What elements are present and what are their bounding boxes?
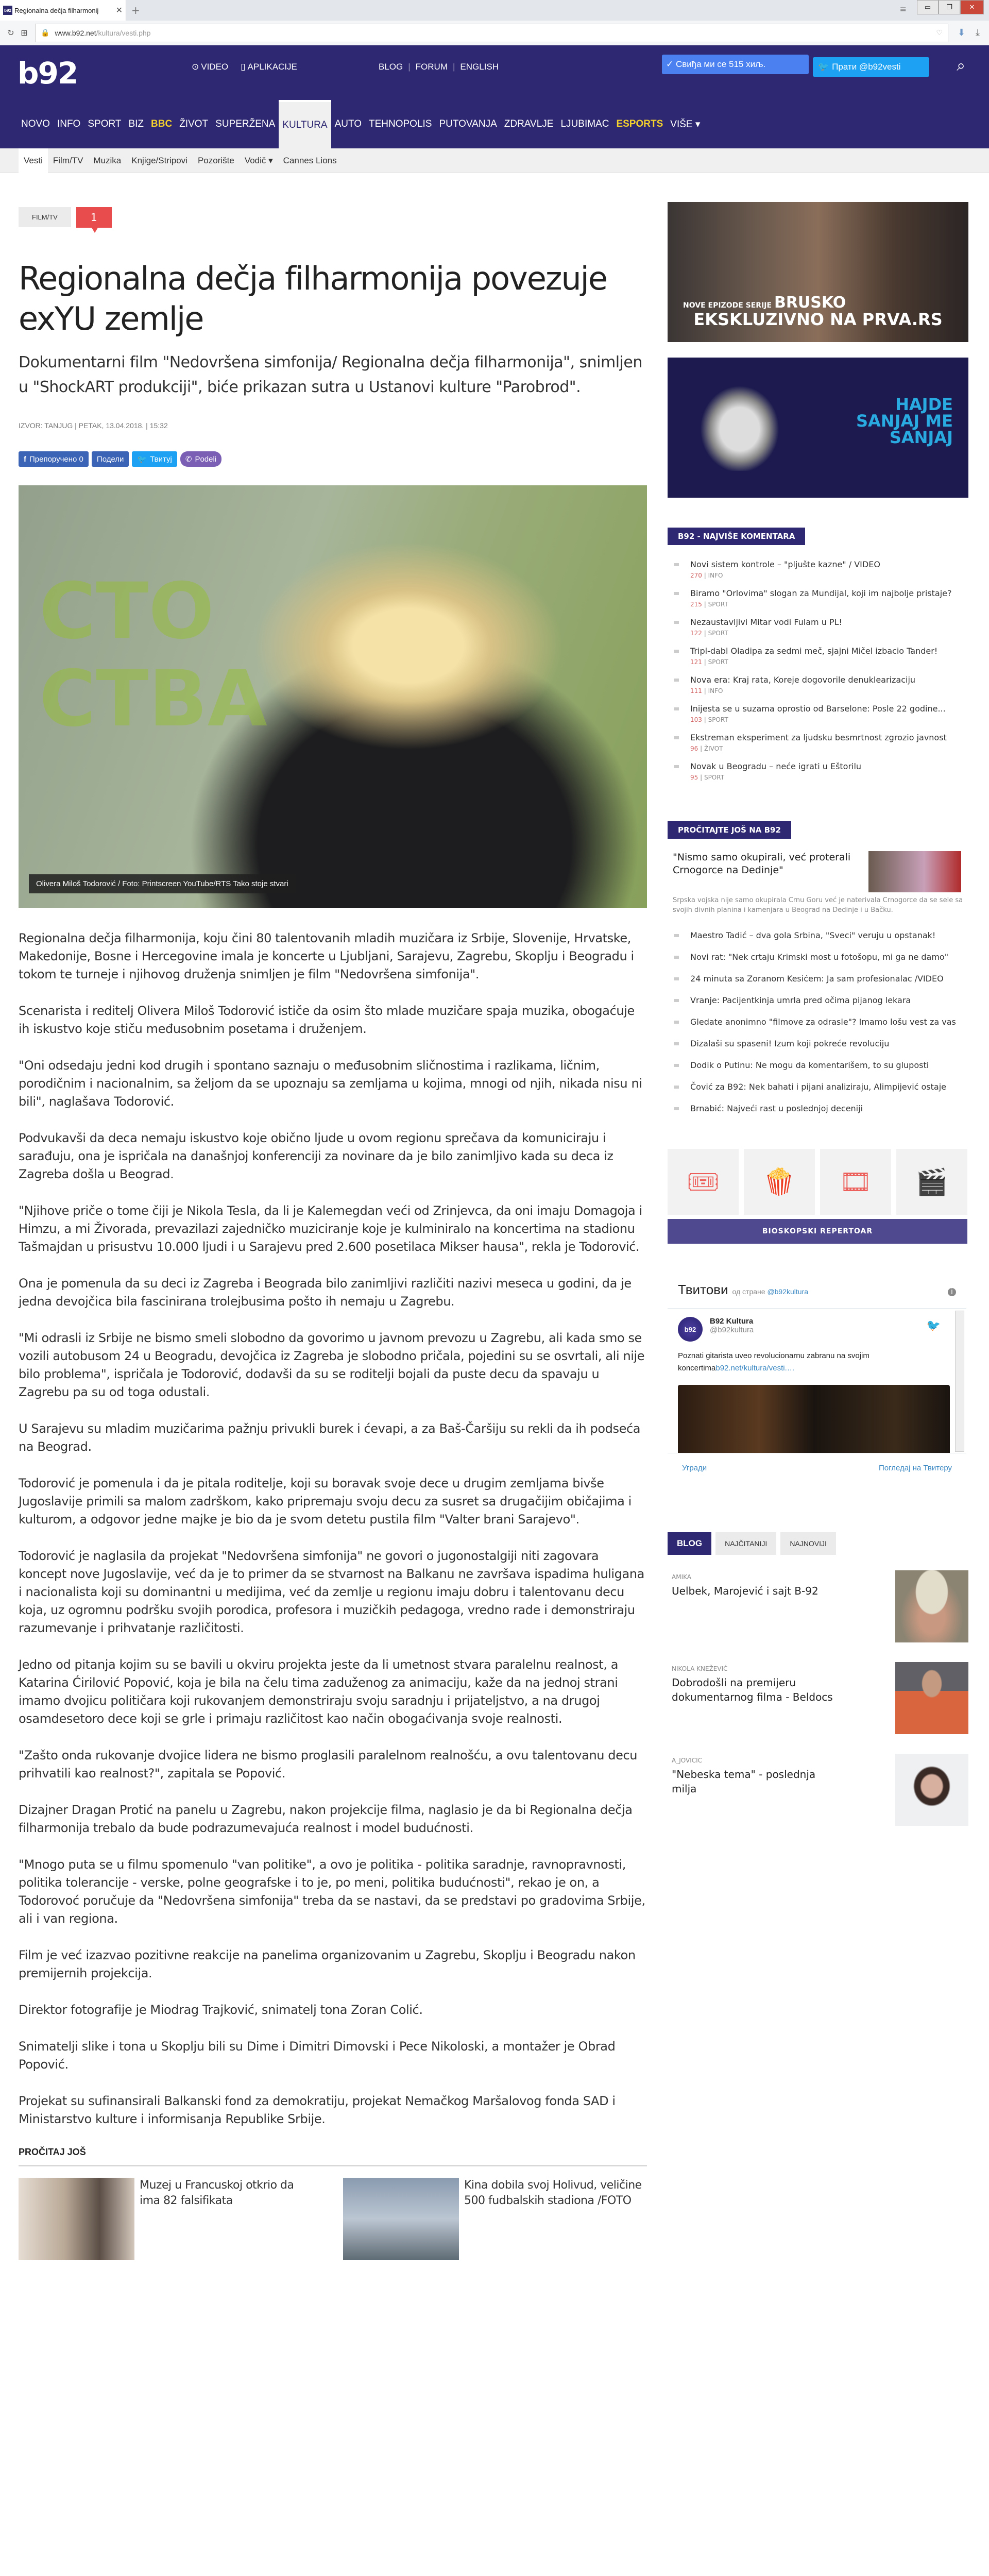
minimize-icon[interactable]: ▭ [917, 0, 939, 14]
more-story-title: Dizalaši su spaseni! Izum koji pokreće revoluciju [690, 1039, 890, 1048]
most-commented-meta [690, 745, 947, 752]
bullet-icon [674, 956, 679, 959]
section-label: SPORT [704, 774, 725, 781]
article-paragraph: "Mnogo puta se u filmu spomenulo "van politike", a ovo je politika - politika saradnje, ravnopravnosti, politika tolerancije - verske, polne geografske i to je, po meni, politika budućnosti", rekao je on, a Todorovoć poručuje da "Nedovršena simfonija" treba da se nastavi, da se predstavi po gradovima Srbije, ali i van regiona. [19, 1857, 645, 1926]
comment-count-badge[interactable]: 1 [76, 207, 112, 228]
tweet-button[interactable]: 🐦 Твитуј [132, 451, 177, 467]
read-more-title: Muzej u Francuskoj otkrio da ima 82 falsifikata [140, 2179, 294, 2207]
article-paragraph: Projekat su sufinansirali Balkanski fond za demokratiju, projekat Nemačkog Maršalovog fonda SAD i Ministarstvo kulture i informisanja Republike Srbije. [19, 2094, 616, 2126]
bullet-icon [674, 934, 679, 937]
article-paragraph: Scenarista i reditelj Olivera Miloš Todorović ističe da osim što mlade muzičare spaja muzika, obogaćuje ih iskustvo koje stiču međusobnim posetama i druženjem. [19, 1004, 635, 1036]
more-story-item[interactable] [668, 1031, 968, 1053]
article-paragraph: Dizajner Dragan Protić na panelu u Zagrebu, nakon projekcije filma, naglasio je da bi Regionalna dečja filharmonija trebalo da bude podrazumevajuća realnost i model budućnosti. [19, 1803, 633, 1835]
b92-logo[interactable]: b92 [18, 56, 78, 91]
blog-tabs [668, 1532, 968, 1555]
most-commented-meta [690, 658, 937, 666]
arrow-down-icon[interactable]: ⬇ [957, 27, 966, 38]
twitter-widget-footer [668, 1453, 966, 1483]
most-commented-title: Tripl-dabl Oladipa za sedmi meč, sjajni Mičel izbacio Tander! [690, 646, 938, 656]
read-more-thumbnail [343, 2178, 459, 2260]
article-paragraph: "Zašto onda rukovanje dvojice lidera ne bismo proglasili paralelnom realnošću, a ovu talentovanu decu prihvatili kao realnost?", zapitala se Popović. [19, 1748, 638, 1781]
twitter-widget [668, 1282, 966, 1483]
tweet-image[interactable] [678, 1385, 950, 1453]
bullet-icon [674, 999, 679, 1002]
bullet-icon [674, 650, 679, 653]
ad-banner-sanjaj[interactable] [668, 358, 968, 498]
most-commented-item[interactable] [668, 698, 968, 726]
comment-count: 96 [690, 745, 698, 752]
most-commented-title: Novi sistem kontrole – "pljušte kazne" / VIDEO [690, 560, 880, 569]
most-commented-item[interactable] [668, 755, 968, 784]
facebook-share-button[interactable]: Подели [92, 451, 129, 467]
bullet-icon [674, 1107, 679, 1110]
comment-count: 270 [690, 572, 702, 579]
most-commented-item[interactable] [668, 611, 968, 640]
top-links [192, 62, 297, 72]
nav-item-sport[interactable]: SPORT [88, 118, 122, 129]
article-paragraph: Jedno od pitanja kojim su se bavili u okviru projekta jeste da li umetnost stvara paralelnu realnost, a Katarina Ćirilović Popović, koja je bila na čelu tima zaduženog za animaciju, kaže da na jednoj strani imamo dvojicu političara koji rukovanjem demonstriraju svoju saradnju i prijateljstvo, a na drugoj osamdesetoro dece koji se grle i primaju različitost kao način obogaćivanja svoje realnosti. [19, 1657, 619, 1726]
nav-item-više[interactable]: VIŠE ▾ [670, 118, 701, 130]
nav-item-auto[interactable]: AUTO [334, 118, 362, 129]
share-buttons [19, 451, 647, 467]
popcorn-icon[interactable]: 🍿 [744, 1149, 815, 1215]
most-commented-content [690, 616, 842, 637]
section-label: ŽIVOT [704, 745, 723, 752]
divider: | [702, 572, 708, 579]
article [19, 207, 647, 2260]
divider: | [453, 62, 455, 72]
article-meta: IZVOR: TANJUG | PETAK, 13.04.2018. | 15:32 [19, 421, 168, 430]
most-commented-title: Nova era: Kraj rata, Koreje dogovorile denuklearizaciju [690, 675, 916, 685]
article-image [19, 485, 647, 908]
subnav-item[interactable]: Knjige/Stripovi [131, 155, 187, 165]
browser-tab[interactable] [0, 0, 126, 21]
section-label: SPORT [708, 630, 728, 637]
nav-item-superžena[interactable]: SUPERŽENA [215, 118, 276, 129]
most-commented-meta [690, 601, 952, 608]
more-story-title: 24 minuta sa Zoranom Kesićem: Ja sam profesionalac /VIDEO [690, 974, 944, 984]
featured-thumbnail [868, 851, 961, 892]
new-tab-icon[interactable]: + [131, 4, 140, 16]
blog-author-photo [895, 1662, 968, 1734]
read-more-item[interactable] [19, 2178, 317, 2260]
address-bar [0, 21, 989, 45]
more-story-item[interactable] [668, 1096, 968, 1118]
blog-title: "Nebeska tema" - poslednja milja [672, 1768, 816, 1795]
article-paragraph: U Sarajevu su mladim muzičarima pažnju privukli burek i ćevapi, a za Baš-Čaršiju su rekli da ih podseća na Beograd. [19, 1421, 641, 1454]
most-commented-heading: B92 - NAJVIŠE KOMENTARA [668, 528, 805, 545]
more-story-item[interactable] [668, 923, 968, 945]
subnav-item[interactable]: Pozorište [197, 155, 234, 165]
play-circle-icon: ⊙ [192, 62, 199, 72]
most-commented-meta [690, 630, 842, 637]
most-commented-title: Inijesta se u suzama oprostio od Barselone: Posle 22 godine... [690, 704, 946, 714]
more-story-item[interactable] [668, 967, 968, 988]
bullet-icon [674, 707, 679, 710]
most-commented-item[interactable] [668, 726, 968, 755]
article-title: Regionalna dečja filharmonija povezuje exYU zemlje [19, 260, 607, 337]
section-label: INFO [708, 572, 723, 579]
blog-author: NIKOLA KNEŽEVIĆ [672, 1665, 728, 1672]
browser-tab-strip [0, 0, 989, 21]
apps-link[interactable]: ▯ APLIKACIJE [241, 62, 297, 72]
comment-count: 122 [690, 630, 702, 637]
view-on-twitter-link[interactable]: Погледај на Твитеру [879, 1464, 952, 1472]
more-story-title: Maestro Tadić – dva gola Srbina, "Sveci" veruju u opstanak! [690, 930, 936, 940]
viber-icon: ✆ [185, 455, 192, 464]
apps-grid-icon[interactable]: ⊞ [21, 28, 28, 38]
nav-item-info[interactable]: INFO [57, 118, 81, 129]
read-more-title: Kina dobila svoj Holivud, veličine 500 fudbalskih stadiona /FOTO [464, 2179, 642, 2207]
bullet-icon [674, 592, 679, 595]
cinema-repertoire-button[interactable]: BIOSKOPSKI REPERTOAR [668, 1219, 967, 1244]
twitter-handle-link[interactable]: @b92kultura [767, 1287, 809, 1296]
blog-author-photo [895, 1754, 968, 1826]
comment-count: 121 [690, 658, 702, 666]
most-commented-item[interactable] [668, 553, 968, 582]
article-tags [19, 207, 647, 228]
download-icon[interactable]: ⤓ [976, 27, 980, 38]
tab-list-icon[interactable]: ≡ [899, 4, 907, 14]
site-header [0, 45, 989, 148]
clapperboard-icon[interactable]: 🎬 [896, 1149, 967, 1215]
article-paragraph: Ona je pomenula da su deci iz Zagreba i Beograda bilo zanimljivi različiti nazivi meseca u godini, da je jedna devojčica bila fascinirana trolejbusima pošto ih nemaju u Zagrebu. [19, 1276, 632, 1309]
sub-nav [0, 148, 989, 173]
info-icon[interactable]: i [948, 1288, 956, 1296]
most-commented-title: Novak u Beogradu – neće igrati u Eštorilu [690, 761, 862, 771]
blog-author: AMIKA [672, 1573, 691, 1581]
more-story-title: Gledate anonimno "filmove za odrasle"? Imamo lošu vest za vas [690, 1017, 956, 1027]
film-reel-icon[interactable]: 🎞 [820, 1149, 891, 1215]
favicon-icon: b92 [3, 6, 12, 15]
ad-text: HAJDE SANJAJ ME SANJAJ [856, 395, 953, 447]
facebook-recommend-button[interactable]: f Препоручено 0 [19, 451, 89, 467]
blog-item[interactable] [668, 1754, 968, 1845]
image-background-text: СТО СТВА [39, 567, 267, 744]
url-domain: www.b92.net [55, 28, 96, 37]
ad-text: EKSKLUZIVNO NA PRVA.RS [693, 310, 943, 329]
nav-item-putovanja[interactable]: PUTOVANJA [439, 118, 497, 129]
nav-item-ljubimac[interactable]: LJUBIMAC [560, 118, 609, 129]
article-body [19, 929, 647, 2128]
nav-item-život[interactable]: ŽIVOT [179, 118, 209, 129]
cinema-icons [668, 1149, 968, 1215]
nav-item-novo[interactable]: NOVO [21, 118, 50, 129]
bullet-icon [674, 1086, 679, 1089]
twitter-follow-button[interactable]: 🐦 Прати @b92vesti [813, 57, 929, 77]
section-label: INFO [708, 687, 723, 694]
most-commented-title: Nezaustavljivi Mitar vodi Fulam u PL! [690, 617, 842, 627]
divider: | [408, 62, 411, 72]
blog-link[interactable]: BLOG [379, 62, 403, 72]
article-paragraph: "Oni odsedaju jedni kod drugih i spontano saznaju o međusobnim sličnostima i razlikama, ličnim, porodičnim i nacionalnim, sa željom da se upoznaju sa zemljama u kojima, mnogi od njih, nikada nisu ni bili", naglašava Todorović. [19, 1058, 642, 1109]
section-label: SPORT [708, 601, 728, 608]
facebook-like-button[interactable]: ✓ Свиђа ми се 515 хиљ. [662, 55, 809, 74]
close-tab-icon[interactable]: ✕ [115, 6, 123, 15]
ad-banner-brusko[interactable] [668, 202, 968, 342]
article-paragraph: "Njihove priče o tome čiji je Nikola Tesla, da li je Kalemegdan veći od Zrinjevca, da oni imaju Domagoja i Himzu, a mi Živorada, prevazilazi zajedničko muziciranje koje je kulminiralo na koncertima na stadionu Tašmajdan u prisustvu 10.000 ljudi i u Sarajevu pred 2.600 posetilaca Mikser hausa", rekla je Todorović. [19, 1204, 642, 1254]
blog-item[interactable] [668, 1662, 968, 1754]
most-commented-meta [690, 572, 880, 579]
bullet-icon [674, 765, 679, 768]
featured-description: Srpska vojska nije samo okupirala Crnu Goru već je naterivala Crnogorce da se sele sa svojih divnih planina i kamenjara u Beograd na Dedinje i u Bačku. [673, 896, 963, 914]
more-story-title: Dodik o Putinu: Ne mogu da komentarišem, to su gluposti [690, 1060, 929, 1070]
divider: | [702, 687, 708, 694]
divider: | [702, 630, 708, 637]
more-story-item[interactable] [668, 988, 968, 1010]
reload-icon[interactable]: ↻ [7, 28, 14, 38]
article-paragraph: "Mi odrasli iz Srbije ne bismo smeli slobodno da govorimo u javnom prevozu u Zagrebu, ali kada smo se vozili autobusom 24 u Beogradu, devojčica iz Zagreba je slobodno pričala, pojedini su se osvrtali, ali nije bilo problema", ispričala je Todorović, dodavši da su se roditelji bojali da puste decu da spavaju u Zagrebu pa su od toga odustali. [19, 1331, 645, 1399]
tab-newest[interactable]: NAJNOVIJI [780, 1532, 836, 1555]
bullet-icon [674, 977, 679, 980]
tab-title: Regionalna dečja filharmonij [14, 6, 99, 14]
comment-count: 103 [690, 716, 702, 723]
subnav-item[interactable]: Vodič ▾ [244, 155, 273, 165]
bullet-icon [674, 1021, 679, 1024]
bullet-icon [674, 1064, 679, 1067]
read-more-item[interactable] [343, 2178, 642, 2260]
tweet-avatar[interactable]: b92 [678, 1317, 703, 1342]
twitter-widget-title: Твитови [678, 1282, 728, 1297]
most-commented-item[interactable] [668, 640, 968, 669]
phone-icon: ▯ [241, 62, 246, 72]
category-tag[interactable]: FILM/TV [19, 207, 71, 227]
video-link[interactable]: ⊙ VIDEO [192, 62, 229, 72]
tweet-scrollbar[interactable] [955, 1311, 964, 1452]
most-commented-title: Ekstreman eksperiment za ljudsku besmrtnost zgrozio javnost [690, 733, 947, 742]
article-paragraph: Film je već izazvao pozitivne reakcije na panelima organizovanim u Zagrebu, Skoplju i Beogradu nakon premijernih projekcija. [19, 1948, 636, 1980]
restore-icon[interactable]: ❐ [939, 0, 960, 14]
subnav-item[interactable]: Film/TV [53, 155, 83, 165]
main-nav [0, 100, 704, 148]
blog-author-photo [895, 1570, 968, 1642]
nav-item-kultura[interactable]: KULTURA [279, 100, 331, 148]
read-more-heading: PROČITAJ JOŠ [19, 2147, 647, 2166]
bullet-icon [674, 563, 679, 566]
blog-list [668, 1570, 968, 1845]
read-more-thumbnail [19, 2178, 134, 2260]
nav-item-esports[interactable]: ESPORTS [616, 118, 663, 129]
search-icon[interactable]: ⌕ [957, 57, 965, 75]
twitter-widget-header: Твитови од стране @b92kultura i [668, 1282, 966, 1298]
subnav-item[interactable]: Vesti [19, 148, 48, 173]
most-commented-content [690, 732, 947, 752]
more-story-title: Vranje: Pacijentkinja umrla pred očima pijanog lekara [690, 995, 911, 1005]
most-commented-meta [690, 774, 861, 781]
blog-item[interactable] [668, 1570, 968, 1662]
most-commented-content [690, 558, 880, 579]
sidebar [668, 202, 968, 1845]
tweet-author-name[interactable]: B92 Kultura [710, 1317, 754, 1326]
article-paragraph: Todorović je pomenula i da je pitala roditelje, koji su boravak svoje dece u drugim zemljama bivše Jugoslavije primili sa malom zadrškom, kako pripremaju svoju decu za susret sa drugačijim običajima i kulturom, a odgovor jedne majke je bio da je svom detetu pustila film "Valter brani Sarajevo". [19, 1476, 632, 1527]
tweet-link[interactable]: b92.net/kultura/vesti.… [715, 1364, 795, 1372]
most-commented-title: Biramo "Orlovima" slogan za Mundijal, koji im najbolje pristaje? [690, 588, 952, 598]
blog-title: Dobrodošli na premijeru dokumentarnog filma - Beldocs [672, 1676, 833, 1703]
lock-icon: 🔒 [41, 28, 50, 37]
tweet [668, 1308, 966, 1453]
twitter-bird-icon: 🐦 [137, 455, 147, 464]
top-links-secondary [379, 62, 499, 72]
divider: | [698, 745, 704, 752]
bullet-icon [674, 736, 679, 739]
more-story-item[interactable] [668, 1053, 968, 1075]
article-paragraph: Podvukavši da deca nemaju iskustvo koje obično ljude u ovom regionu sprečava da komuniciraju i sarađuju, ona je ispričala na današnjoj konferenciji za novinare da je bilo zanimljivo kada su deca iz Zagreba došla u Beograd. [19, 1131, 613, 1181]
viber-share-button[interactable]: ✆ Podeli [180, 451, 221, 467]
blog-author: A_JOVICIC [672, 1757, 703, 1764]
favorite-heart-icon[interactable]: ♡ [936, 28, 943, 37]
divider: | [702, 716, 708, 723]
nav-item-bbc[interactable]: BBC [151, 118, 173, 129]
blog-title: Uelbek, Marojević i sajt B-92 [672, 1585, 819, 1597]
nav-item-zdravlje[interactable]: ZDRAVLJE [504, 118, 554, 129]
most-commented-content [690, 674, 915, 694]
read-more-list [19, 2178, 647, 2260]
article-paragraph: Regionalna dečja filharmonija, koju čini 80 talentovanih mladih muzičara iz Srbije, Slovenije, Hrvatske, Makedonije, Bosne i Hercegovine imala je koncerte u Ljubljani, Sarajevu, Zagrebu, Skoplju i Beogradu i tokom te turneje i njihovog druženja snimljen je film "Nedovršena simfonija". [19, 931, 634, 981]
ad-text: NOVE EPIZODE SERIJE BRUSKO [683, 294, 846, 312]
more-story-title: Čović za B92: Nek bahati i pijani analiziraju, Alimpijević ostaje [690, 1082, 947, 1092]
subnav-item[interactable]: Muzika [93, 155, 122, 165]
bullet-icon [674, 1042, 679, 1045]
embed-link[interactable]: Угради [682, 1464, 707, 1472]
window-controls [917, 0, 984, 14]
article-paragraph: Direktor fotografije je Miodrag Trajković, snimatelj tona Zoran Colić. [19, 2003, 423, 2017]
divider: | [698, 774, 704, 781]
most-commented-content [690, 703, 946, 723]
divider: | [702, 658, 708, 666]
tweet-author-handle[interactable]: @b92kultura [710, 1326, 754, 1334]
tab-blog[interactable]: BLOG [668, 1532, 711, 1555]
window-close-icon[interactable]: ✕ [960, 0, 984, 14]
section-label: SPORT [708, 716, 728, 723]
bullet-icon [674, 679, 679, 682]
article-lead: Dokumentarni film "Nedovršena simfonija/ Regionalna dečja filharmonija", snimljen u "ShockART produkciji", biće prikazan sutra u Ustanovi kulture "Parobrod". [19, 353, 642, 396]
image-caption: Olivera Miloš Todorović / Foto: Printscreen YouTube/RTS Tako stoje stvari [29, 874, 296, 893]
facebook-icon: f [24, 454, 26, 464]
url-input[interactable] [35, 24, 948, 42]
most-commented-content [690, 645, 937, 666]
tab-most-read[interactable]: NAJČITANIJI [715, 1532, 776, 1555]
ticket-icon[interactable]: 🎟 [668, 1149, 739, 1215]
more-stories-list [668, 923, 968, 1118]
more-story-title: Novi rat: "Nek crtaju Krimski most u fotošopu, mi ga ne damo" [690, 952, 949, 962]
comment-count: 95 [690, 774, 698, 781]
subnav-item[interactable]: Cannes Lions [283, 155, 337, 165]
nav-item-biz[interactable]: BIZ [128, 118, 144, 129]
twitter-bird-icon: 🐦 [818, 62, 829, 72]
most-commented-content [690, 587, 952, 608]
most-commented-meta [690, 716, 946, 723]
most-commented-meta [690, 687, 915, 694]
article-paragraph: Todorović je naglasila da projekat "Nedovršena simfonija" ne govori o jugonostalgiji niti zagovara koncept nove Jugoslavije, već da je to primer da se stvarnost na Balkanu ne završava ispadima huligana i nacionalista koji su dominantni u medijima, već da zemlje u regionu imaju dobru i talentovanu decu koja, uz ogromnu podršku svojih porodica, profesora i muzičkih pedagoga, vredno rade i demonstriraju razumevanje i prihvatanje različitosti. [19, 1549, 644, 1635]
most-commented-content [690, 760, 861, 781]
most-commented-item[interactable] [668, 669, 968, 698]
divider: | [702, 601, 708, 608]
article-paragraph: Snimatelji slike i tona u Skoplju bili su Dime i Dimitri Dimovski i Pece Nikoloski, a montažer je Obrad Popović. [19, 2039, 616, 2072]
tweet-text: Poznati gitarista uveo revolucionarnu zabranu na svojim koncertimab92.net/kultura/vesti.… [678, 1351, 869, 1372]
more-story-item[interactable] [668, 1075, 968, 1096]
comment-count: 215 [690, 601, 702, 608]
url-path: /kultura/vesti.php [96, 28, 151, 37]
comment-count: 111 [690, 687, 702, 694]
english-link[interactable]: ENGLISH [460, 62, 499, 72]
forum-link[interactable]: FORUM [415, 62, 448, 72]
nav-item-tehnopolis[interactable]: TEHNOPOLIS [369, 118, 432, 129]
more-story-title: Brnabić: Najveći rast u poslednjoj deceniji [690, 1104, 863, 1113]
featured-story[interactable] [668, 851, 968, 892]
most-commented-item[interactable] [668, 582, 968, 611]
featured-title: "Nismo samo okupirali, već proterali Crnogorce na Dedinje" [673, 852, 851, 876]
bullet-icon [674, 621, 679, 624]
more-story-item[interactable] [668, 1010, 968, 1031]
more-story-item[interactable] [668, 945, 968, 967]
read-more-b92-heading: PROČITAJTE JOŠ NA B92 [668, 821, 791, 839]
twitter-bird-icon: 🐦 [926, 1319, 941, 1332]
ad-portrait [693, 378, 786, 471]
section-label: SPORT [708, 658, 728, 666]
most-commented-list [668, 553, 968, 784]
